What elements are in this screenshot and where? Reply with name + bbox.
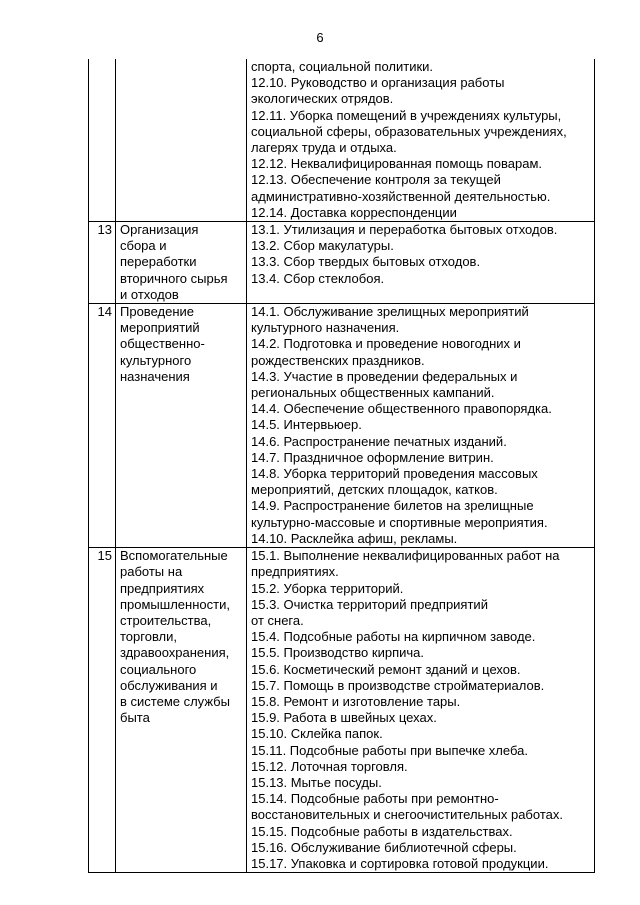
- work-item-line: 15.16. Обслуживание библиотечной сферы.: [251, 839, 517, 855]
- activity-name-line: работы на: [120, 564, 183, 580]
- row-number-cell: 14: [89, 304, 116, 548]
- table-row: [89, 222, 595, 304]
- activity-name-line: Вспомогательные: [120, 548, 228, 564]
- activity-name-line: вторичного сырья: [120, 270, 228, 286]
- activity-name-cell: [116, 222, 247, 304]
- work-item-line: культурно-массовые и спортивные мероприятия.: [251, 514, 548, 530]
- work-item-line: 15.6. Косметический ремонт зданий и цехов.: [251, 661, 521, 677]
- work-item-line: 12.11. Уборка помещений в учреждениях культуры,: [251, 107, 562, 123]
- work-item-line: региональных общественных кампаний.: [251, 385, 495, 401]
- work-item-line: 14.6. Распространение печатных изданий.: [251, 433, 507, 449]
- activity-name-line: быта: [120, 710, 150, 726]
- work-item-line: 12.12. Неквалифицированная помощь поварам.: [251, 156, 543, 172]
- work-item-line: 13.2. Сбор макулатуры.: [251, 238, 394, 254]
- work-item-line: социальной сферы, образовательных учреждениях,: [251, 123, 567, 139]
- work-item-line: 15.5. Производство кирпича.: [251, 645, 424, 661]
- activity-name-line: торговли,: [120, 629, 178, 645]
- work-item-line: мероприятий, детских площадок, катков.: [251, 482, 498, 498]
- work-item-line: 15.13. Мытье посуды.: [251, 774, 382, 790]
- works-list-cell: [247, 304, 595, 548]
- work-item-line: 12.14. Доставка корреспонденции: [251, 204, 457, 220]
- table-body: [89, 59, 595, 873]
- table-row: [89, 59, 595, 222]
- row-number-cell: 15: [89, 548, 116, 873]
- work-item-line: 14.5. Интервьюер.: [251, 417, 362, 433]
- work-item-line: 14.2. Подготовка и проведение новогодних и: [251, 336, 521, 352]
- work-item-line: лагерях труда и отдыха.: [251, 140, 397, 156]
- row-number-cell: [89, 59, 116, 222]
- work-item-line: 13.3. Сбор твердых бытовых отходов.: [251, 254, 481, 270]
- work-item-line: 15.1. Выполнение неквалифицированных работ на: [251, 548, 560, 564]
- work-item-line: 12.10. Руководство и организация работы: [251, 75, 505, 91]
- page-number: 6: [316, 30, 324, 45]
- work-item-line: 14.4. Обеспечение общественного правопорядка.: [251, 401, 552, 417]
- work-item-line: 15.3. Очистка территорий предприятий: [251, 596, 488, 612]
- activity-name-cell: [116, 548, 247, 873]
- work-item-line: культурного назначения.: [251, 320, 400, 336]
- work-item-line: 15.10. Склейка папок.: [251, 726, 383, 742]
- activity-name-line: сбора и: [120, 238, 167, 254]
- work-item-line: 15.7. Помощь в производстве стройматериалов.: [251, 677, 545, 693]
- work-item-line: восстановительных и снегоочистительных работах.: [251, 807, 563, 823]
- activity-name-cell: [116, 59, 247, 222]
- activity-name-line: здравоохранения,: [120, 645, 230, 661]
- activity-name-line: общественно-: [120, 336, 205, 352]
- activity-name-line: предприятиях: [120, 580, 205, 596]
- work-item-line: экологических отрядов.: [251, 91, 394, 107]
- work-item-line: 15.17. Упаковка и сортировка готовой продукции.: [251, 855, 549, 871]
- activity-name-line: в системе службы: [120, 693, 230, 709]
- works-list-cell: [247, 59, 595, 222]
- work-item-line: 14.7. Праздничное оформление витрин.: [251, 449, 494, 465]
- work-item-line: предприятиях.: [251, 564, 339, 580]
- activity-name-line: промышленности,: [120, 596, 230, 612]
- work-item-line: от снега.: [251, 612, 304, 628]
- work-item-line: 15.11. Подсобные работы при выпечке хлеба.: [251, 742, 528, 758]
- work-item-line: 14.8. Уборка территорий проведения массовых: [251, 466, 538, 482]
- work-item-line: рождественских праздников.: [251, 352, 425, 368]
- work-item-line: 14.9. Распространение билетов на зрелищные: [251, 498, 534, 514]
- activity-name-line: культурного: [120, 352, 192, 368]
- activity-name-line: обслуживания и: [120, 677, 218, 693]
- work-item-line: 15.4. Подсобные работы на кирпичном заводе.: [251, 629, 536, 645]
- work-item-line: 14.1. Обслуживание зрелищных мероприятий: [251, 304, 529, 320]
- works-list-cell: [247, 548, 595, 873]
- works-list-cell: [247, 222, 595, 304]
- activity-name-line: мероприятий: [120, 320, 200, 336]
- work-item-line: 15.12. Лоточная торговля.: [251, 758, 408, 774]
- work-item-line: 14.3. Участие в проведении федеральных и: [251, 368, 518, 384]
- activity-name-line: и отходов: [120, 286, 179, 302]
- work-item-line: 15.8. Ремонт и изготовление тары.: [251, 693, 461, 709]
- table-row: [89, 548, 595, 873]
- work-item-line: 15.15. Подсобные работы в издательствах.: [251, 823, 513, 839]
- work-item-line: административно-хозяйственной деятельностью.: [251, 188, 551, 204]
- activity-name-line: назначения: [120, 368, 190, 384]
- work-item-line: 15.9. Работа в швейных цехах.: [251, 710, 437, 726]
- works-table: [88, 59, 595, 873]
- work-item-line: 15.2. Уборка территорий.: [251, 580, 404, 596]
- activity-name-line: строительства,: [120, 612, 212, 628]
- work-item-line: 13.4. Сбор стеклобоя.: [251, 270, 385, 286]
- activity-name-line: Проведение: [120, 304, 194, 320]
- work-item-line: 12.13. Обеспечение контроля за текущей: [251, 172, 501, 188]
- activity-name-line: Организация: [120, 222, 199, 238]
- activity-name-line: социального: [120, 661, 197, 677]
- work-item-line: 14.10. Расклейка афиш, рекламы.: [251, 530, 458, 546]
- activity-name-line: переработки: [120, 254, 197, 270]
- work-item-line: 13.1. Утилизация и переработка бытовых отходов.: [251, 222, 558, 238]
- work-item-line: 15.14. Подсобные работы при ремонтно-: [251, 791, 499, 807]
- activity-name-cell: [116, 304, 247, 548]
- table-row: [89, 304, 595, 548]
- work-item-line: спорта, социальной политики.: [251, 59, 434, 74]
- row-number-cell: 13: [89, 222, 116, 304]
